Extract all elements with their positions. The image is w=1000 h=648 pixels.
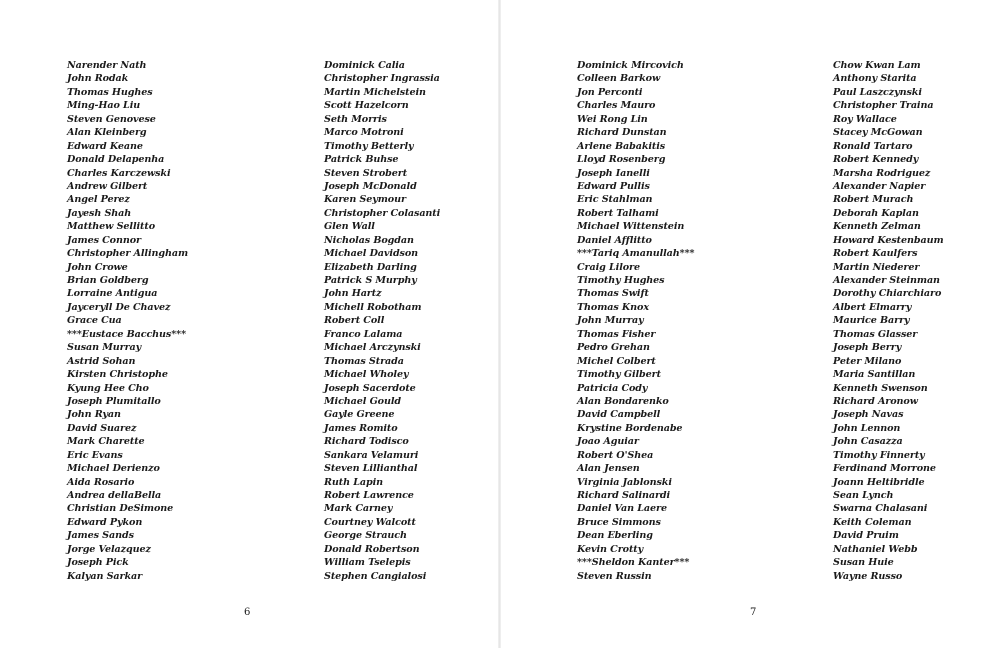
name-entry: Joseph McDonald: [324, 180, 417, 192]
name-entry: Donald Delapenha: [67, 154, 165, 166]
name-entry: ***Tariq Amanullah***: [577, 248, 695, 260]
name-entry: Grace Cua: [67, 315, 122, 327]
name-entry: Richard Dunstan: [577, 127, 667, 139]
name-entry: Wayne Russo: [833, 570, 903, 582]
name-entry: Robert Lawrence: [324, 490, 414, 501]
name-entry: Peter Milano: [833, 355, 902, 367]
name-entry: Michel Colbert: [577, 355, 656, 367]
name-entry: Dominick Mircovich: [577, 60, 684, 71]
name-entry: Maurice Barry: [833, 315, 910, 327]
name-entry: John Lennon: [833, 422, 901, 434]
name-entry: Joseph Sacerdote: [324, 382, 416, 394]
name-entry: Glen Wall: [324, 221, 375, 233]
name-entry: Joseph Navas: [833, 409, 904, 421]
name-entry: Jayesh Shah: [67, 207, 132, 219]
page-number: 6: [244, 607, 251, 618]
name-entry: Nathaniel Webb: [833, 543, 918, 555]
name-entry: Kirsten Christophe: [67, 369, 168, 381]
name-entry: Joseph Plumitallo: [67, 395, 161, 407]
name-entry: Howard Kestenbaum: [833, 234, 944, 246]
name-entry: Timothy Hughes: [577, 275, 665, 286]
name-entry: Arlene Babakitis: [577, 140, 666, 152]
name-entry: Eric Stahlman: [577, 194, 653, 206]
name-entry: Martin Michelstein: [324, 86, 426, 98]
name-entry: Astrid Sohan: [67, 355, 136, 367]
name-entry: John Ryan: [67, 409, 121, 421]
name-entry: Michell Robotham: [324, 301, 422, 313]
name-entry: Angel Perez: [67, 194, 130, 206]
name-entry: Stephen Cangialosi: [324, 570, 427, 582]
name-entry: Edward Keane: [67, 140, 143, 152]
name-entry: ***Eustace Bacchus***: [67, 328, 186, 340]
name-entry: Robert Kaulfers: [833, 248, 918, 260]
name-entry: Maria Santillan: [833, 369, 916, 381]
name-entry: John Hartz: [324, 288, 382, 300]
name-entry: Thomas Knox: [577, 301, 649, 313]
name-entry: Michael Wholey: [324, 369, 409, 381]
name-entry: David Pruim: [833, 530, 899, 542]
name-entry: Dorothy Chiarchiaro: [833, 288, 942, 300]
name-entry: Thomas Hughes: [67, 86, 153, 98]
name-entry: Joao Aguiar: [577, 436, 639, 448]
name-entry: James Sands: [67, 530, 134, 542]
name-entry: Martin Niederer: [833, 261, 920, 273]
name-entry: Karen Seymour: [324, 194, 406, 206]
name-entry: Keith Coleman: [833, 516, 912, 528]
name-entry: Steven Lillianthal: [324, 463, 418, 475]
name-entry: Michael Gould: [324, 395, 402, 407]
name-entry: Narender Nath: [67, 60, 147, 71]
name-entry: Steven Strobert: [324, 167, 408, 179]
name-entry: Anthony Starita: [833, 73, 917, 85]
name-entry: Roy Wallace: [833, 113, 897, 125]
name-entry: Christopher Allingham: [67, 248, 189, 260]
name-entry: Kenneth Zelman: [833, 221, 921, 233]
name-entry: Michael Davidson: [324, 248, 419, 260]
name-entry: Kalyan Sarkar: [67, 570, 143, 582]
name-entry: Scott Hazelcorn: [324, 100, 409, 112]
name-entry: Robert O'Shea: [577, 449, 654, 461]
name-column-3: [577, 59, 694, 583]
name-entry: Alexander Napier: [833, 180, 926, 192]
name-entry: Richard Salinardi: [577, 490, 671, 501]
name-entry: David Campbell: [577, 409, 661, 421]
name-entry: Jayceryll De Chavez: [67, 301, 171, 313]
name-entry: Franco Lalama: [324, 328, 403, 340]
name-entry: Ferdinand Morrone: [833, 463, 936, 475]
name-entry: Richard Aronow: [833, 395, 918, 407]
name-entry: Andrew Gilbert: [67, 180, 148, 192]
name-entry: Ronald Tartaro: [833, 140, 913, 152]
name-entry: Wei Rong Lin: [577, 113, 648, 125]
name-entry: Robert Talhami: [577, 207, 659, 219]
name-entry: Colleen Barkow: [577, 73, 661, 85]
name-entry: Steven Genovese: [67, 113, 156, 125]
name-entry: Craig Lilore: [577, 261, 640, 273]
name-entry: Michael Wittenstein: [577, 221, 685, 233]
name-entry: Ruth Lapin: [324, 476, 383, 488]
name-entry: David Suarez: [67, 422, 137, 434]
name-entry: Alan Jensen: [577, 463, 640, 475]
name-entry: Kyung Hee Cho: [67, 382, 149, 394]
name-entry: Christopher Colasanti: [324, 207, 441, 219]
name-entry: Robert Murach: [833, 194, 914, 206]
name-entry: Swarna Chalasani: [833, 503, 928, 515]
name-entry: Deborah Kaplan: [833, 207, 919, 219]
name-entry: Chow Kwan Lam: [833, 60, 921, 71]
name-entry: Charles Karczewski: [67, 167, 171, 179]
name-entry: Joseph Pick: [67, 557, 129, 569]
name-entry: Robert Coll: [324, 315, 385, 327]
name-entry: Christian DeSimone: [67, 503, 174, 515]
name-entry: John Murray: [577, 315, 644, 327]
name-entry: Seth Morris: [324, 113, 387, 125]
name-entry: Robert Kennedy: [833, 154, 919, 166]
name-entry: Alexander Steinman: [833, 275, 940, 286]
name-entry: Krystine Bordenabe: [577, 422, 683, 434]
name-entry: Daniel Afflitto: [577, 234, 652, 246]
name-entry: Michael Derienzo: [67, 463, 160, 475]
name-entry: Lorraine Antigua: [67, 288, 158, 300]
name-entry: Brian Goldberg: [67, 275, 149, 286]
name-entry: William Tselepis: [324, 557, 411, 569]
name-entry: Patrick S Murphy: [324, 275, 417, 286]
name-entry: Sankara Velamuri: [324, 449, 419, 461]
name-entry: John Crowe: [67, 261, 128, 273]
name-entry: Nicholas Bogdan: [324, 234, 414, 246]
name-entry: Gayle Greene: [324, 409, 395, 421]
name-entry: Virginia Jablonski: [577, 476, 672, 488]
name-entry: Paul Laszczynski: [833, 86, 922, 98]
name-entry: Dean Eberling: [577, 530, 653, 542]
name-entry: Daniel Van Laere: [577, 503, 667, 515]
name-entry: Marsha Rodriguez: [833, 167, 931, 179]
name-column-1: [67, 59, 188, 583]
name-entry: Thomas Strada: [324, 355, 404, 367]
name-entry: Edward Pullis: [577, 180, 650, 192]
name-entry: Edward Pykon: [67, 516, 143, 528]
name-entry: Jon Perconti: [577, 86, 643, 98]
name-entry: Eric Evans: [67, 449, 123, 461]
name-entry: Dominick Calia: [324, 60, 405, 71]
name-entry: Elizabeth Darling: [324, 261, 417, 273]
name-entry: Thomas Swift: [577, 288, 649, 300]
name-entry: Alan Kleinberg: [67, 127, 147, 139]
name-entry: Christopher Traina: [833, 100, 934, 112]
name-entry: Donald Robertson: [324, 543, 420, 555]
name-entry: Timothy Betterly: [324, 140, 414, 152]
name-entry: Kevin Crotty: [577, 543, 644, 555]
name-entry: Joseph Berry: [833, 342, 902, 354]
name-entry: Michael Arczynski: [324, 342, 421, 354]
name-entry: Christopher Ingrassia: [324, 73, 440, 85]
name-entry: James Connor: [67, 234, 141, 246]
name-entry: Kenneth Swenson: [833, 382, 928, 394]
name-entry: Courtney Walcott: [324, 516, 416, 528]
name-entry: Timothy Finnerty: [833, 449, 925, 461]
name-entry: ***Sheldon Kanter***: [577, 557, 690, 569]
right-page: [500, 0, 1000, 648]
name-entry: Stacey McGowan: [833, 127, 923, 139]
name-entry: Joann Heltibridle: [833, 476, 925, 488]
name-entry: Mark Carney: [324, 503, 393, 515]
name-column-4: [833, 59, 944, 583]
name-entry: Charles Mauro: [577, 100, 656, 112]
name-entry: Sean Lynch: [833, 490, 894, 501]
name-entry: Ming-Hao Liu: [67, 100, 141, 112]
name-entry: Jorge Velazquez: [67, 543, 151, 555]
name-entry: James Romito: [324, 422, 398, 434]
name-entry: Thomas Glasser: [833, 328, 918, 340]
name-entry: Patricia Cody: [577, 382, 648, 394]
name-entry: John Rodak: [67, 73, 129, 85]
name-column-2: [324, 59, 440, 583]
name-entry: Albert Elmarry: [833, 301, 912, 313]
name-entry: Susan Huie: [833, 557, 894, 569]
name-entry: John Casazza: [833, 436, 903, 448]
name-entry: George Strauch: [324, 530, 407, 542]
name-entry: Richard Todisco: [324, 436, 409, 448]
name-entry: Mark Charette: [67, 436, 145, 448]
page-number: 7: [750, 607, 757, 618]
name-entry: Pedro Grehan: [577, 342, 650, 354]
name-entry: Susan Murray: [67, 342, 142, 354]
name-entry: Bruce Simmons: [577, 516, 661, 528]
name-entry: Aida Rosario: [67, 476, 135, 488]
name-entry: Matthew Sellitto: [67, 221, 156, 233]
name-entry: Timothy Gilbert: [577, 369, 661, 381]
name-entry: Lloyd Rosenberg: [577, 154, 666, 166]
name-entry: Andrea dellaBella: [67, 490, 162, 501]
name-entry: Steven Russin: [577, 570, 652, 582]
name-entry: Alan Bondarenko: [577, 395, 669, 407]
name-entry: Patrick Buhse: [324, 154, 399, 166]
name-entry: Joseph Ianelli: [577, 167, 650, 179]
name-entry: Thomas Fisher: [577, 328, 656, 340]
name-entry: Marco Motroni: [324, 127, 404, 139]
